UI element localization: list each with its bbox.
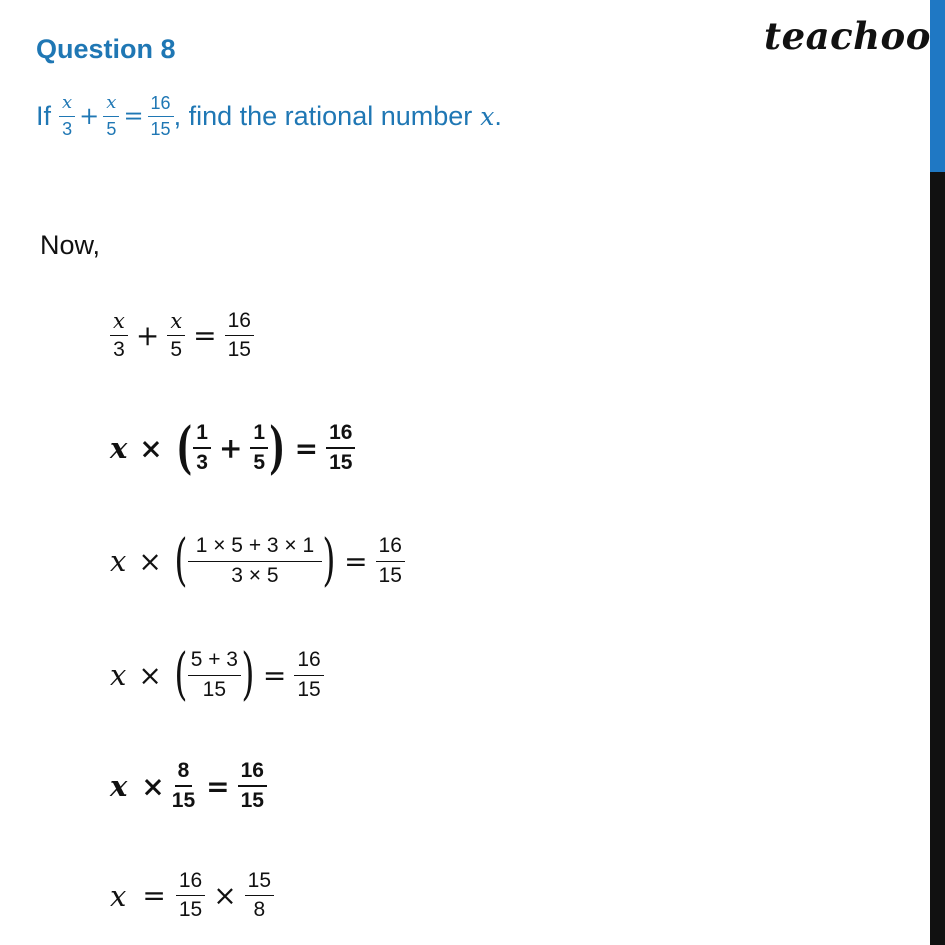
equals-sign: = xyxy=(344,544,368,578)
plus-sign: + xyxy=(135,319,160,353)
equals-sign: = xyxy=(142,879,166,913)
question-title: Question 8 xyxy=(36,34,176,64)
fraction: $\frac{16}{15}$ xyxy=(238,760,267,812)
question-end: . xyxy=(494,100,502,131)
fraction: $\frac{16}{15}$ xyxy=(376,535,405,586)
question-variable: x xyxy=(480,101,495,131)
variable-x: x xyxy=(110,544,127,578)
fraction: $\frac{16}{15}$ xyxy=(326,422,355,474)
question-prefix: If xyxy=(36,100,52,131)
fraction: $\frac{5 + 3}{15}$ xyxy=(188,649,241,700)
equals-sign: = xyxy=(193,319,217,353)
fraction: $\frac{16}{15}$ xyxy=(176,870,205,921)
equals-sign: = xyxy=(294,431,319,465)
times-sign: × xyxy=(141,769,165,803)
times-sign: × xyxy=(213,879,237,913)
left-paren: ( xyxy=(176,415,192,481)
left-paren: ( xyxy=(174,528,188,593)
teachoo-logo: teachoo xyxy=(764,14,931,58)
sidebar-accent-bar xyxy=(930,0,945,172)
question-suffix: , find the rational number xyxy=(173,100,473,131)
question-fraction-result: $\frac{16}{15}$ xyxy=(148,94,174,139)
fraction: $\frac{1}{3}$ xyxy=(193,422,211,474)
variable-x: x xyxy=(110,878,127,913)
right-paren: ) xyxy=(241,642,255,707)
sidebar-bar xyxy=(930,172,945,945)
fraction: $\frac{1 \times 5 + 3 \times 1}{3 \times 5}$ xyxy=(188,535,323,586)
question-text xyxy=(36,94,502,139)
variable-x: x xyxy=(110,658,127,692)
fraction: $\frac{16}{15}$ xyxy=(294,649,323,700)
solution-step-1 xyxy=(110,310,254,361)
equals-sign: = xyxy=(123,102,144,131)
fraction: $\frac{15}{8}$ xyxy=(245,870,274,921)
solution-step-2 xyxy=(110,415,355,481)
solution-step-4 xyxy=(110,642,324,707)
question-fraction-b: $\frac{x}{5}$ xyxy=(103,94,119,139)
variable-x: x xyxy=(110,431,128,465)
fraction: $\frac{1}{5}$ xyxy=(250,422,268,474)
plus-sign: + xyxy=(218,431,243,465)
question-fraction-a: $\frac{x}{3}$ xyxy=(59,94,75,139)
variable-x: x xyxy=(110,769,128,804)
equals-sign: = xyxy=(206,769,230,803)
times-sign: × xyxy=(138,544,162,578)
equals-sign: = xyxy=(262,658,287,692)
fraction: $\frac{x}{5}$ xyxy=(167,310,185,361)
plus-sign: + xyxy=(79,102,100,131)
solution-intro: Now, xyxy=(40,230,101,260)
fraction: $\frac{16}{15}$ xyxy=(225,310,254,361)
fraction: $\frac{8}{15}$ xyxy=(171,759,196,813)
fraction: $\frac{x}{3}$ xyxy=(110,310,128,361)
times-sign: × xyxy=(139,431,163,465)
right-paren: ) xyxy=(269,415,286,481)
solution-step-6 xyxy=(110,870,274,921)
right-paren: ) xyxy=(322,528,336,593)
solution-step-5 xyxy=(110,760,267,812)
left-paren: ( xyxy=(174,642,188,707)
times-sign: × xyxy=(138,658,162,692)
solution-step-3 xyxy=(110,528,405,593)
